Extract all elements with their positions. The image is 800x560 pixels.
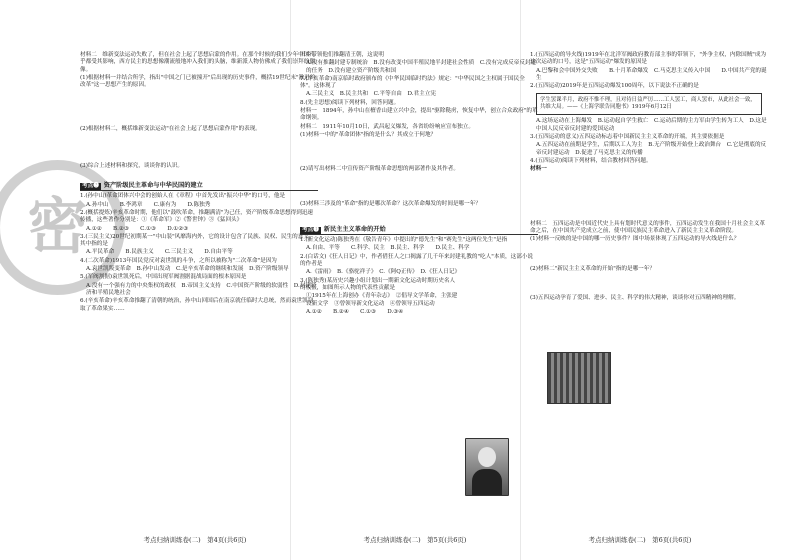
new-item-3-options: A.①② B.②④ C.①③ D.③④ xyxy=(306,308,404,315)
item-7-options: A.三民主义 B.民主共和 C.平等自由 D.君主立宪 xyxy=(306,91,436,98)
question-2: (2)根据材料二，概括维新变法运动"在社会上起了思想启蒙作用"的表现。 xyxy=(80,126,261,133)
question-1: (1)材料一反映的是中国的哪一历史事件？图中场景体现了五四运动的导火线是什么？ xyxy=(530,236,740,243)
item-1: 1.(孙中山)革命团体兴中会的创始人在《章程》中首先发出"振兴中华"的口号，他是 xyxy=(80,193,286,200)
item-8-question-1: (1)材料一中的"革命团体"指的是什么？其成立于何地？ xyxy=(300,131,437,138)
item-2: 2.(五四运动)2019年是五四运动爆发100周年，以下说法不正确的是 xyxy=(530,83,699,90)
confidential-stamp: 密 xyxy=(0,160,125,295)
section-header-2: 考点❷ 资产阶级民主革命与中华民国的建立 xyxy=(80,182,318,191)
item-8-material-one: 材料一 1894年，孙中山在檀香山建立兴中会，提出"驱除鞑虏，恢复中华，创立合众政府"的革命纲领。 xyxy=(300,108,538,122)
new-item-2: 2.(白话文)《狂人日记》中，作者借狂人之口揭露了几千年来封建礼教的"吃人"本质，这部小说的作者是 xyxy=(300,253,534,268)
new-item-1-options: A.自由、平等 C.科学、民主 B.民主、科学 D.民主、科学 xyxy=(306,245,470,252)
item-8-question-3: (3)材料三涉及的"革命"指的是哪次革命？这次革命爆发的时间是哪一年？ xyxy=(300,200,481,207)
question-3: (3)综合上述材料和探究，谈谈你的认识。 xyxy=(80,162,184,169)
item-continued: 旧乡带领他们推翻清王朝，这说明 xyxy=(300,52,384,58)
item-5-options: A.没有一个强有力的中央集权的政权 B.帝国主义支持 C.中国资产阶级的软弱性 D.封建经济和半殖民地社会 xyxy=(86,282,317,296)
new-item-1: 1.(新文化运动)陈独秀在《敬告青年》中提出的"德先生"和"赛先生"这两位先生"是指 xyxy=(300,237,508,244)
item-4: 4.(二次革命)1913年国民党反对袁世凯的斗争，之所以被称为"二次革命"是因为 xyxy=(80,257,277,264)
item-7: 7.(辛亥革命)南京临时政府颁布的《中华民国临时约法》规定："中华民国之主权属于国民全体"。这体现了 xyxy=(300,75,525,90)
item-3: 3.(三民主义)20世纪初期某一"中山装"风靡海内外，它的设计包含了民族、民权、民生的意义，其中指的是 xyxy=(80,233,315,248)
item-6: 6.(辛亥革命)辛亥革命推翻了清朝的统治，孙中山回国后在南京就任临时大总统，然而袁世凯窃取了革命果实…… xyxy=(80,298,314,312)
item-3-options: A.平民革命 B.民族主义 C.三民主义 D.自由平等 xyxy=(86,249,233,256)
page-5-column xyxy=(300,52,538,317)
portrait-photo xyxy=(465,438,509,496)
question-2: (2)材料二"新民主主义革命的开始"指的是哪一年？ xyxy=(530,266,655,273)
item-1-options: A.孙中山 B.李鸿章 C.康有为 D.陈独秀 xyxy=(86,201,211,208)
material-two: 材料二 维新变法运动失败了，但在社会上起了思想启蒙的作用。在那个时候的我们少年中国几乎都受其影响，西方民主的思想像潮流般地冲入我们的头脑，维新派人物仿佛成了我们崇拜的偶像。 xyxy=(80,52,315,73)
new-item-2-options: A.《雷雨》 B.《骆驼祥子》 C.《阿Q正传》 D.《狂人日记》 xyxy=(306,269,461,276)
question-3: (3)五四运动孕育了爱国、进步、民主、科学的伟大精神，谈谈你对五四精神的理解。 xyxy=(530,294,740,301)
footer-page-5: 考点归纳训练卷(二) 第5页(共6页) xyxy=(363,536,467,544)
item-2-options: A.这场运动在上海爆发 B.运动起自学生救亡 C.运动后期的主力军由学生转为工人 D.这是中国人民反帝反封建的爱国运动 xyxy=(536,118,767,132)
section-header-3: 考点❸ 新民主主义革命的开始 xyxy=(300,226,538,235)
item-4: 4.(五四运动)阅读下列材料，结合教材回答问题。 xyxy=(530,157,652,164)
material-two: 材料二 五四运动是中国近代史上具有划时代意义的事件，五四运动发生在我国十月社会主义革命之后，在中国共产党成立之前，使中国民族民主革命进入了新民主主义革命阶段。 xyxy=(530,220,765,234)
footer-page-6: 考点归纳训练卷(二) 第6页(共6页) xyxy=(588,536,692,544)
item-5: 5.(军阀割据)袁世凯死后，中国出现军阀割据混战局面的根本原因是 xyxy=(80,274,247,281)
item-8-material-two: 材料二 1911年10月10日，武昌起义爆发，各省纷纷响应宣布独立。 xyxy=(300,123,474,130)
footer-page-4: 考点归纳训练卷(二) 第4页(共6页) xyxy=(143,536,247,544)
page-6-column xyxy=(530,52,768,303)
item-2: 2.(概括提炼)辛亥革命时期，他们以"鼓吹革命，推翻满清"为己任，资产阶级革命思想得到迅速传播，这些著作分别是：①《革命军》②《警世钟》③《猛回头》 xyxy=(80,209,314,224)
item-4-options: A.袁世凯叛变革命 B.孙中山发动 C.是辛亥革命的继续和发展 D.资产阶级领导 xyxy=(86,266,289,273)
item-2-options: A.①② B.②③ C.①③ D.①②③ xyxy=(86,225,189,232)
crowd-photo xyxy=(547,352,611,404)
item-continued-options: A.没有推翻封建专制统治 B.没有改变中国半殖民地半封建社会性质 C.没有完成反帝反封建的任务 D.没有建立资产阶级共和国 xyxy=(306,60,537,74)
item-8: 8.(先主思想)阅读下列材料，回答问题。 xyxy=(300,99,400,106)
item-3: 3.(五四运动的意义)五四运动标志着中国新民主主义革命的开端，其主要依据是 xyxy=(530,134,725,141)
quote-box: 学生罢课半月，政府不惟不理，且对待日益严厉……工人罢工，商人罢市，从此社会一致，共维大局。——《上海学联告同胞书》1919年6月12日 xyxy=(536,93,762,115)
new-item-3: 3.(陈独秀)某历史兴趣小组计划出一期新文化运动时期历史名人的板报，如图所示人物的代表性贡献是 xyxy=(300,277,456,291)
item-1: 1.(五四运动的导火线)1919年在北洋军阀政府教育部主事的带领下，"外争主权，内除国贼"成为这次运动的口号，这是"五四运动"爆发的原因是 xyxy=(530,52,767,66)
item-8-question-2: (2)请写出材料二中宣传资产阶级革命思想的两部著作及其作者。 xyxy=(300,166,459,173)
question-1: (1)根据材料一并结合所学，指出"中国之门已被撞开"后出现的历史事件，概括19世纪末"激进的改革"这一思想产生的原因。 xyxy=(80,74,316,89)
item-1-options: A.巴黎和会中国外交失败 B.十月革命爆发 C.马克思主义传入中国 D.中国共产党的诞生 xyxy=(536,67,767,81)
item-3-options: A.五四运动在前期是学生，后期以工人为主 B.无产阶级开始登上政治舞台 C.它是彻底的反帝反封建运动 D.促进了马克思主义的传播 xyxy=(536,142,767,156)
material-one-label: 材料一 xyxy=(530,166,547,173)
new-item-3-statements: ①1915年在上海创办《青年杂志》 ②倡导文学革命，主张建设新文学 ③曾领导新文化运动 ④曾领导五四运动 xyxy=(306,293,458,307)
page-4-column xyxy=(80,52,318,314)
